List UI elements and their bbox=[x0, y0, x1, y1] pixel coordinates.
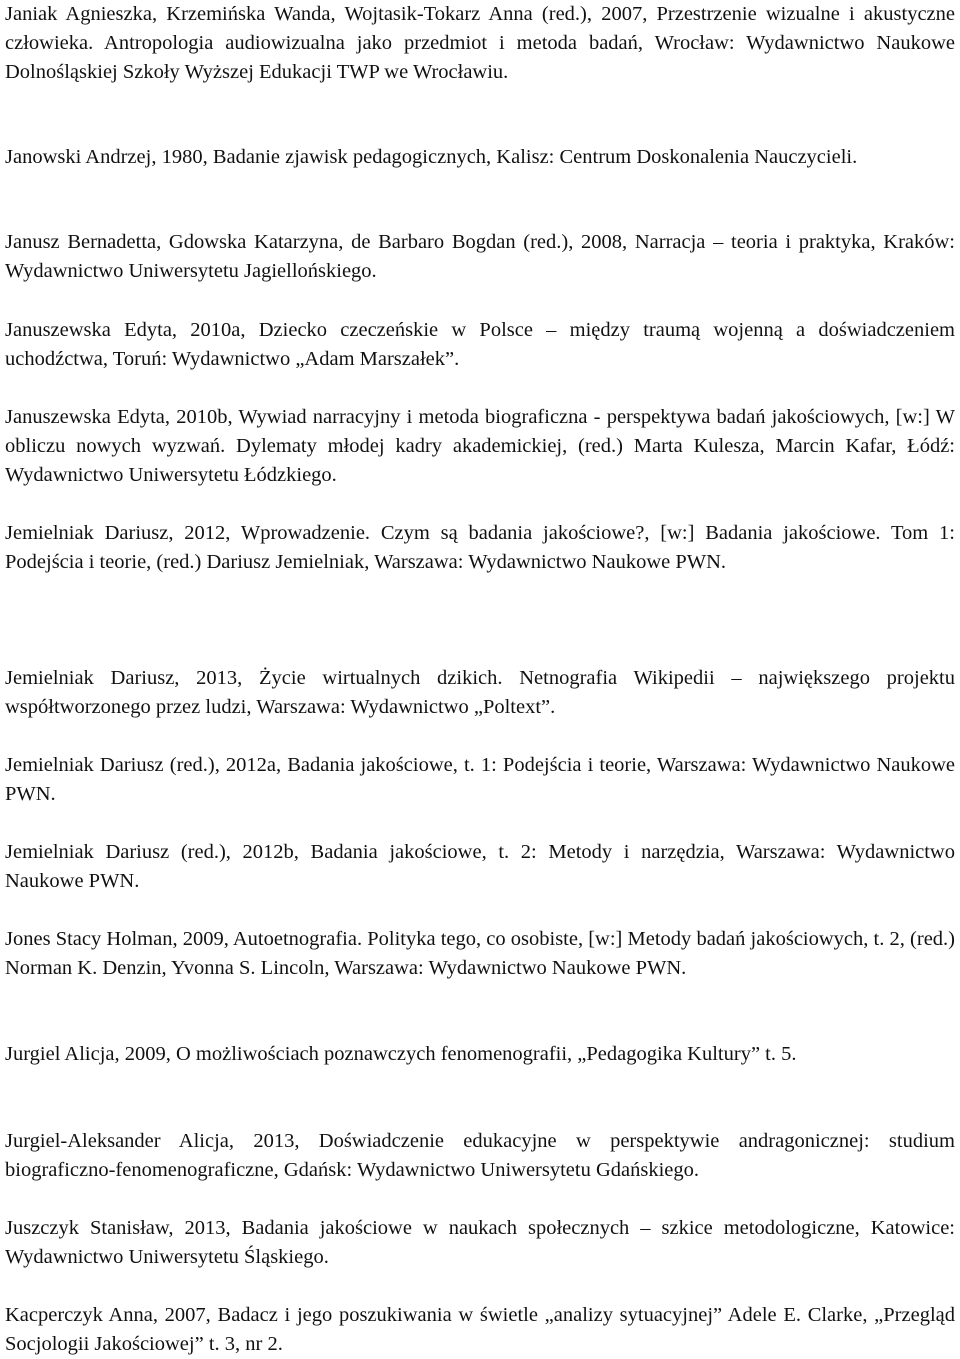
bibliography-entry: Jemielniak Dariusz (red.), 2012b, Badania jakościowe, t. 2: Metody i narzędzia, Warszawa: Wydawnictwo Naukowe PWN. bbox=[5, 841, 955, 892]
bibliography-entry: Janusz Bernadetta, Gdowska Katarzyna, de Barbaro Bogdan (red.), 2008, Narracja – teoria i praktyka, Kraków: Wydawnictwo Uniwersytetu Jagiellońskiego. bbox=[5, 231, 955, 282]
bibliography-entry: Jemielniak Dariusz (red.), 2012a, Badania jakościowe, t. 1: Podejścia i teorie, Warszawa: Wydawnictwo Naukowe PWN. bbox=[5, 754, 955, 805]
bibliography-entry: Jemielniak Dariusz, 2012, Wprowadzenie. Czym są badania jakościowe?, [w:] Badania jakościowe. Tom 1: Podejścia i teorie, (red.) Dariusz Jemielniak, Warszawa: Wydawnictwo Naukowe PWN. bbox=[5, 522, 955, 573]
bibliography-entry: Jones Stacy Holman, 2009, Autoetnografia. Polityka tego, co osobiste, [w:] Metody badań jakościowych, t. 2, (red.) Norman K. Denzin, Yvonna S. Lincoln, Warszawa: Wydawnictwo Naukowe PWN. bbox=[5, 928, 955, 979]
bibliography-entry: Jurgiel-Aleksander Alicja, 2013, Doświadczenie edukacyjne w perspektywie andragonicznej: studium biograficzno-fenomenograficzne, Gdańsk: Wydawnictwo Uniwersytetu Gdańskiego. bbox=[5, 1130, 955, 1181]
bibliography-entry: Janiak Agnieszka, Krzemińska Wanda, Wojtasik-Tokarz Anna (red.), 2007, Przestrzenie wizualne i akustyczne człowieka. Antropologia audiowizualna jako przedmiot i metoda badań, Wrocław: Wydawnictwo Naukowe Dolnośląskiej Szkoły Wyższej Edukacji TWP we Wrocławiu. bbox=[5, 3, 955, 83]
bibliography-entry: Janowski Andrzej, 1980, Badanie zjawisk pedagogicznych, Kalisz: Centrum Doskonalenia Nauczycieli. bbox=[5, 146, 858, 168]
bibliography-entry: Januszewska Edyta, 2010a, Dziecko czeczeńskie w Polsce – między traumą wojenną a doświadczeniem uchodźctwa, Toruń: Wydawnictwo „Adam Marszałek”. bbox=[5, 319, 955, 370]
bibliography-entry: Kacperczyk Anna, 2007, Badacz i jego poszukiwania w świetle „analizy sytuacyjnej” Adele E. Clarke, „Przegląd Socjologii Jakościowej” t. 3, nr 2. bbox=[5, 1304, 955, 1355]
bibliography-entry: Juszczyk Stanisław, 2013, Badania jakościowe w naukach społecznych – szkice metodologiczne, Katowice: Wydawnictwo Uniwersytetu Śląskiego. bbox=[5, 1217, 955, 1268]
bibliography-entry: Januszewska Edyta, 2010b, Wywiad narracyjny i metoda biograficzna - perspektywa badań jakościowych, [w:] W obliczu nowych wyzwań. Dylematy młodej kadry akademickiej, (red.) Marta Kulesza, Marcin Kafar, Łódź: Wydawnictwo Uniwersytetu Łódzkiego. bbox=[5, 406, 955, 486]
bibliography-entry: Jemielniak Dariusz, 2013, Życie wirtualnych dzikich. Netnografia Wikipedii – największego projektu współtworzonego przez ludzi, Warszawa: Wydawnictwo „Poltext”. bbox=[5, 667, 955, 718]
bibliography-entry: Jurgiel Alicja, 2009, O możliwościach poznawczych fenomenografii, „Pedagogika Kultury” t. 5. bbox=[5, 1043, 797, 1065]
